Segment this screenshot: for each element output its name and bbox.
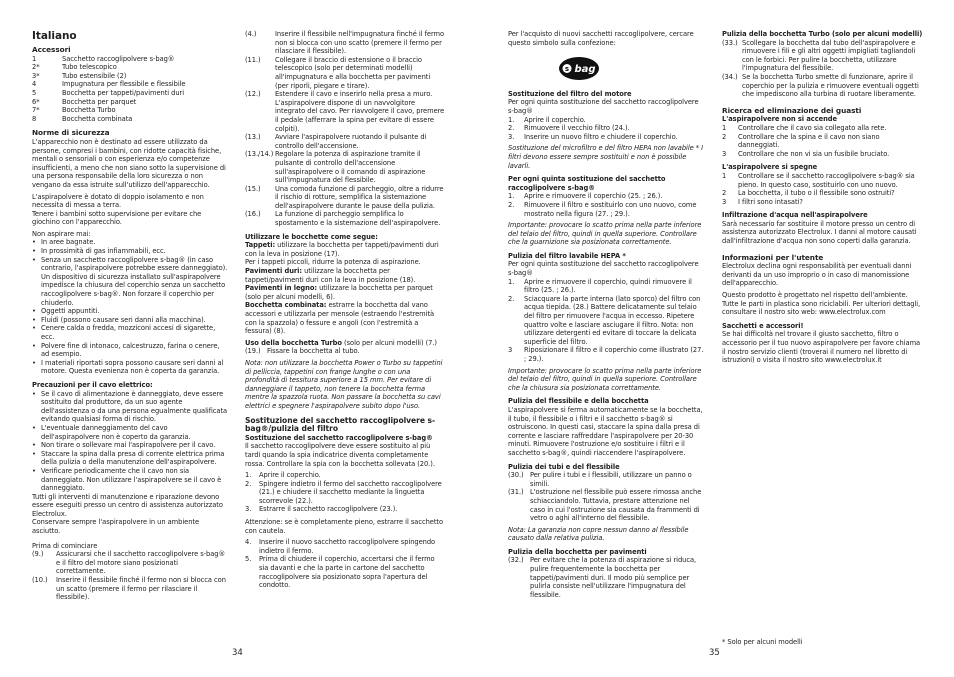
list-item	[32, 55, 228, 64]
list-text: Spingere indietro il fermo del sacchetto raccoglipolvere (21.) e chiudere il sacchetto mediante la linguetta scorrevole (22.).	[259, 479, 442, 505]
bullet-text: L'eventuale danneggiamento del cavo dell'aspirapolvere non è coperto da garanzia.	[41, 423, 191, 441]
list-number: 3	[722, 197, 727, 206]
bocchetta-label: Pavimenti duri:	[245, 267, 303, 276]
bocchetta-item	[245, 301, 445, 335]
list-item	[32, 89, 228, 98]
svg-text:s: s	[564, 65, 570, 74]
bullet-item	[32, 324, 228, 341]
bullet-icon: •	[32, 423, 36, 432]
interventi-text: Tutti gli interventi di manutenzione e riparazione devono essere eseguiti presso un centro di assistenza autorizzato Electrolux.	[32, 492, 223, 518]
ogni-quinta-steps	[508, 192, 706, 218]
bullet-text: I materiali riportati sopra possono causare seri danni al motore. Questa evenienza non è coperta da garanzia.	[41, 358, 224, 376]
list-number: (30.)	[508, 471, 524, 480]
list-text: Controllare che la spina e il cavo non siano danneggiati.	[738, 132, 880, 150]
page-title: Italiano	[32, 30, 77, 42]
bocchetta-item	[245, 284, 445, 301]
list-text: I filtri sono intasati?	[738, 197, 803, 206]
list-text: Tubo telescopico	[62, 63, 117, 72]
list-number: 3	[508, 346, 513, 355]
motore-heading: Sostituzione del filtro del motore	[508, 89, 632, 98]
bocchette-list	[245, 241, 445, 336]
list-number: (33.)	[722, 38, 738, 47]
list-text: Sacchetto raccoglipolvere s-bag®	[62, 54, 175, 63]
list-number: 5	[32, 88, 37, 97]
list-text: Prima di chiudere il coperchio, accertarsi che il fermo sia davanti e che la parte in cartone del sacchetto raccoglipolvere sia posizionato sopra l'apertura del condotto.	[259, 555, 435, 590]
list-item	[722, 133, 923, 150]
footnote: * Solo per alcuni modelli	[722, 638, 803, 646]
list-number: 4	[32, 80, 37, 89]
info-text: Electrolux declina ogni responsabilità per eventuali danni derivanti da un uso improprio o in caso di manomissione dell'apparecchio.	[722, 262, 912, 288]
bocchetta-text: utilizzare la bocchetta per parquet (solo per alcuni modelli, 6).	[245, 284, 433, 301]
importante-1: Importante: provocare lo scatto prima nella parte inferiore del telaio del filtro, quindi in quella superiore. Controllare che la guarnizione sia posizionata correttamente.	[508, 221, 702, 247]
bullet-item	[32, 441, 228, 450]
list-text: Fissare la bocchetta al tubo.	[267, 347, 360, 356]
bullet-icon: •	[32, 358, 36, 367]
list-text: Avviare l'aspirapolvere ruotando il pulsante di controllo dell'accensione.	[275, 133, 427, 150]
hepa-text: Per ogni quinta sostituzione del sacchetto raccoglipolvere s-bag®	[508, 260, 699, 278]
list-item	[245, 133, 445, 150]
accessori-list	[32, 55, 228, 124]
list-item	[508, 295, 706, 347]
right-column-1	[508, 30, 706, 599]
list-number: (13.)	[245, 133, 261, 142]
list-text: Aprire il coperchio.	[524, 115, 586, 124]
list-item	[245, 555, 445, 589]
list-number: 3.	[508, 132, 515, 141]
list-number: 6*	[32, 97, 40, 106]
list-text: Bocchetta per parquet	[62, 97, 137, 106]
pavimenti-steps	[508, 556, 706, 599]
list-text: Impugnatura per flessibile e flessibile	[62, 80, 186, 89]
non-aspirare-heading: Non aspirare mai:	[32, 229, 91, 238]
sostituzione-steps-2	[245, 538, 445, 590]
list-item	[508, 346, 706, 363]
bullet-icon: •	[32, 247, 36, 256]
bullet-text: Se il cavo di alimentazione è danneggiato, deve essere sostituito dal produttore, da un suo agente dell'assistenza o da una persona egualmente qualificata evitando qualsiasi forma di rischio.	[41, 389, 228, 424]
list-text: Bocchetta combinata	[62, 114, 133, 123]
setup-steps	[245, 30, 445, 228]
list-text: L'ostruzione nel flessibile può essere rimossa anche schiacciandolo. Tuttavia, prestare attenzione nel caso in cui l'ostruzione sia causata da frammenti di vetro o aghi all'interno del flessibile.	[530, 488, 702, 523]
bullet-item	[32, 316, 228, 325]
hepa-steps	[508, 278, 706, 364]
list-item	[245, 56, 445, 90]
attenzione-text: Attenzione: se è completamente pieno, estrarre il sacchetto con cautela.	[245, 518, 444, 535]
pavimenti-heading: Pulizia della bocchetta per pavimenti	[508, 547, 647, 556]
list-text: Controllare se il sacchetto raccoglipolvere s-bag® sia pieno. In questo caso, sostituirlo con uno nuovo.	[738, 171, 915, 189]
list-item	[508, 556, 706, 599]
list-text: Aprire e rimuovere il coperchio (25. ; 26.).	[524, 192, 663, 201]
tubi-steps	[508, 471, 706, 523]
list-item	[508, 192, 706, 201]
bullet-text: Cenere calda o fredda, mozziconi accesi di sigarette, ecc.	[41, 324, 216, 341]
sacchetti-text: Se hai difficoltà nel trovare il giusto sacchetto, filtro o accessorio per il tuo nuovo aspirapolvere per favore chiama il nostro servizio clienti (troverai il numero nel libretto di istruzioni) o visita il nostro sito www.electrolux.it	[722, 330, 921, 365]
list-item	[508, 116, 706, 125]
list-text: Sciacquare la parte interna (lato sporco) del filtro con acqua tiepida. (28.) Battere delicatamente sul telaio del filtro per rimuovere l'acqua in eccesso. Ripetere quattro volte e lasciare asciugare il filtro. Nota: non utilizzare detergenti ed evitare di toccare la delicata superficie del filtro.	[524, 294, 701, 346]
list-number: 1.	[508, 115, 515, 124]
list-text: Bocchetta Turbo	[62, 106, 116, 115]
list-text: Regolare la potenza di aspirazione tramite il pulsante di controllo dell'accensione sull'aspirapolvere o il comando di aspirazione sull'impugnatura del flessibile.	[275, 150, 426, 185]
bullet-item	[32, 307, 228, 316]
bullet-icon: •	[32, 389, 36, 398]
bocchetta-text: utilizzare la bocchetta per tappeti/pavimenti duri con la leva in posizione (18).	[245, 267, 416, 284]
list-item	[32, 550, 228, 576]
list-text: Inserire il flessibile finché il fermo non si blocca con un scatto (premere il fermo per rilasciare il flessibile).	[56, 576, 226, 602]
bullet-item	[32, 450, 228, 467]
list-item	[32, 106, 228, 115]
list-item	[722, 73, 923, 99]
list-number: 3	[722, 149, 727, 158]
list-text: Rimuovere il filtro e sostituirlo con uno nuovo, come mostrato nella figura (27. ; 29.).	[524, 200, 697, 218]
bullet-icon: •	[32, 324, 36, 333]
list-item	[245, 347, 445, 356]
page-right	[477, 0, 954, 677]
bocchette-heading: Utilizzare le bocchette come segue:	[245, 232, 378, 241]
list-text: Controllare che il cavo sia collegato alla rete.	[738, 123, 887, 132]
infiltrazione-heading: Infiltrazione d'acqua nell'aspirapolvere	[722, 211, 868, 220]
bullet-text: Verificare periodicamente che il cavo non sia danneggiato. Non utilizzare l'aspirapolvere se il cavo è danneggiato.	[41, 466, 222, 493]
list-number: (12.)	[245, 90, 261, 99]
bocchetta-text: estrarre la bocchetta dal vano accessori e utilizzarla per mensole (estraendo l'estremità con la spazzola) o fessure e angoli (con l'estremità a fessura) (8).	[245, 301, 435, 336]
list-text: Estendere il cavo e inserirlo nella presa a muro. L'aspirapolvere dispone di un navvolgitore integrato del cavo. Per riavvolgere il cavo, premere il pedale (afferrare la spina per evitare di essere colpiti).	[275, 90, 445, 133]
list-text: La funzione di parcheggio semplifica lo spostamento e la sistemazione dell'aspirapolvere.	[275, 210, 441, 228]
bullet-item	[32, 238, 228, 247]
list-item	[245, 505, 445, 514]
list-number: (16.)	[245, 210, 261, 219]
list-text: Tubo estensibile (2)	[62, 71, 127, 80]
s-bag-logo-text: bag	[574, 64, 596, 76]
acquisto-text: Per l'acquisto di nuovi sacchetti raccoglipolvere, cercare questo simbolo sulla confezione:	[508, 30, 694, 47]
list-number: 4.	[245, 538, 252, 547]
precauzioni-list	[32, 390, 228, 493]
list-text: Aprire il coperchio.	[259, 471, 321, 480]
sostituzione-subheading: Sostituzione del sacchetto raccoglipolvere s-bag®	[245, 433, 433, 442]
bullet-icon: •	[32, 315, 36, 324]
bullet-item	[32, 424, 228, 441]
page-number-right: 35	[709, 648, 720, 658]
accessori-heading: Accessori	[32, 45, 71, 54]
sacchetti-heading: Sacchetti e accessori!	[722, 321, 804, 330]
infiltrazione-text: Sarà necessario far sostituire il motore presso un centro di assistenza autorizzato Electrolux. I danni al motore causati dall'infiltrazione d'acqua non sono coperti dalla garanzia.	[722, 219, 917, 246]
info-text-2: Questo prodotto è progettato nel rispetto dell'ambiente. Tutte le parti in plastica sono riciclabili. Per ulteriori dettagli, consultare il nostro sito web: www.electrolux.com	[722, 291, 921, 317]
list-item	[508, 133, 706, 142]
list-item	[245, 538, 445, 555]
list-text: Per pulire i tubi e i flessibili, utilizzare un panno o simili.	[530, 471, 692, 488]
list-text: Inserire un nuovo filtro e chiudere il coperchio.	[524, 132, 678, 141]
bullet-text: Staccare la spina dalla presa di corrente elettrica prima della pulizia o della manutenzione dell'aspirapolvere.	[41, 449, 225, 467]
guasti-list-1	[722, 124, 923, 158]
list-number: (10.)	[32, 576, 48, 585]
bullet-icon: •	[32, 466, 36, 475]
list-item	[508, 124, 706, 133]
list-item	[245, 90, 445, 133]
guasti-list-2	[722, 172, 923, 206]
bullet-text: Non tirare o sollevare mai l'aspirapolvere per il cavo.	[41, 441, 216, 450]
list-number: (11.)	[245, 55, 261, 64]
list-number: 2.	[508, 124, 515, 133]
list-text: Una comoda funzione di parcheggio, oltre a ridurre il rischio di rotture, semplifica la sistemazione dell'aspirapolvere durante le pause della pulizia.	[275, 184, 444, 210]
bocchetta-label: Tappeti:	[245, 241, 276, 250]
list-item	[508, 488, 706, 522]
sicurezza-heading: Norme di sicurezza	[32, 128, 110, 138]
bullet-icon: •	[32, 238, 36, 247]
bullet-icon: •	[32, 449, 36, 458]
list-item	[508, 278, 706, 295]
ogni-quinta-heading: Per ogni quinta sostituzione del sacchetto raccoglipolvere s-bag®	[508, 175, 666, 192]
list-text: Se la bocchetta Turbo smette di funzionare, aprire il coperchio per la pulizia e rimuovere eventuali oggetti che impediscono alla turbina di ruotare liberamente.	[742, 72, 919, 99]
sicurezza-text-2: L'aspirapolvere è dotato di doppio isolamento e non necessita di messa a terra.	[32, 192, 204, 210]
list-item	[508, 201, 706, 218]
sostituzione-steps	[245, 471, 445, 514]
list-item	[722, 189, 923, 198]
bullet-item	[32, 359, 228, 376]
turbo-use-heading: Uso della bocchetta Turbo (solo per alcuni modelli) (7.)	[245, 338, 437, 347]
info-heading: Informazioni per l'utente	[722, 252, 824, 262]
list-number: 1.	[508, 192, 515, 201]
guasti-sub-2: L'aspirapolvere si spegne	[722, 163, 818, 172]
tubi-heading: Pulizia dei tubi e del flessibile	[508, 462, 620, 471]
bullet-text: Senza un sacchetto raccoglipolvere s-bag® (in caso contrario, l'aspirapolvere potrebbe essere danneggiato). Un dispositivo di sicurezza installato sull'aspirapolvere impedisce la chiusura del coperchio senza un sacchetto raccoglipolvere s-bag®. Non forzare il coperchio per chiuderlo.	[41, 255, 228, 307]
motore-note: Sostituzione del microfiltro e del filtro HEPA non lavabile * I filtri devono essere sempre sostituiti e non è possibile lavarli.	[508, 144, 704, 170]
list-number: 3.	[245, 505, 252, 514]
bullet-item	[32, 247, 228, 256]
list-item	[245, 210, 445, 227]
tubi-note: Nota: La garanzia non copre nessun danno al flessibile causato dalla relativa pulizia.	[508, 525, 689, 543]
list-item	[722, 150, 923, 159]
turbo-step	[245, 347, 445, 356]
bullet-item	[32, 467, 228, 493]
list-number: 2.	[245, 479, 252, 488]
list-item	[32, 98, 228, 107]
bocchetta-text: Per i tappeti piccoli, ridurre la potenza di aspirazione.	[245, 258, 421, 267]
bocchetta-item	[245, 267, 445, 284]
list-number: (13./14.)	[245, 150, 274, 159]
list-number: (32.)	[508, 556, 524, 565]
list-number: (34.)	[722, 72, 738, 81]
right-column-2	[722, 30, 923, 646]
list-text: Per evitare che la potenza di aspirazione si riduca, pulire frequentemente la bocchetta per tappeti/pavimenti duri. Il modo più semplice per pulirla consiste nell'utilizzare l'impugnatura del flessibile.	[530, 556, 697, 599]
list-text: Collegare il braccio di estensione o il braccio telescopico (solo per determinati modelli) all'impugnatura e alla bocchetta per pavimenti (per riporli, piegare e tirare).	[275, 55, 431, 90]
precauzioni-heading: Precauzioni per il cavo elettrico:	[32, 380, 153, 389]
list-number: (19.)	[245, 347, 261, 356]
list-number: 5.	[245, 555, 252, 564]
list-number: 3*	[32, 71, 40, 80]
hepa-heading: Pulizia del filtro lavabile HEPA *	[508, 251, 626, 260]
list-text: Inserire il flessibile nell'impugnatura finché il fermo non si blocca con uno scatto (premere il fermo per rilasciare il flessibile).	[275, 30, 445, 56]
list-item	[245, 471, 445, 480]
list-number: 1.	[245, 471, 252, 480]
list-number: (31.)	[508, 488, 524, 497]
bullet-text: In aree bagnate.	[41, 238, 96, 247]
list-text: Inserire il nuovo sacchetto raccoglipolvere spingendo indietro il fermo.	[259, 538, 436, 555]
sostituzione-text: Il sacchetto raccoglipolvere deve essere sostituito al più tardi quando la spia indicatrice diventa completamente rossa. Controllare la spia con la bocchetta sollevata (20.).	[245, 442, 435, 468]
list-number: 2.	[508, 294, 515, 303]
list-number: 2	[722, 189, 727, 198]
bullet-icon: •	[32, 255, 36, 264]
sostituzione-heading: Sostituzione del sacchetto raccoglipolvere s-bag®/pulizia del filtro	[245, 415, 436, 434]
list-number: (9.)	[32, 550, 44, 559]
list-text: Riposizionare il filtro e il coperchio come illustrato (27. ; 29.).	[524, 346, 704, 363]
list-number: 7*	[32, 106, 40, 115]
left-column-1	[32, 30, 228, 602]
prima-heading: Prima di cominciare	[32, 541, 98, 550]
list-item	[508, 471, 706, 488]
list-number: 2.	[508, 200, 515, 209]
list-item	[722, 172, 923, 189]
list-item	[722, 39, 923, 73]
bullet-item	[32, 256, 228, 308]
bocchetta-label: Bocchetta combinata:	[245, 301, 327, 310]
list-number: 2*	[32, 63, 40, 72]
conservare-text: Conservare sempre l'aspirapolvere in un ambiente asciutto.	[32, 518, 200, 536]
list-item	[32, 72, 228, 81]
bullet-text: Oggetti appuntiti.	[41, 307, 100, 316]
turbo-heading: Pulizia della bocchetta Turbo (solo per alcuni modelli)	[722, 30, 923, 38]
list-number: 1	[32, 54, 37, 63]
bocchetta-item	[245, 258, 445, 267]
list-item	[32, 115, 228, 124]
list-item	[32, 80, 228, 89]
list-text: Estrarre il sacchetto raccoglipolvere (23.).	[259, 505, 398, 514]
bullet-icon: •	[32, 307, 36, 316]
list-number: 1	[722, 171, 727, 180]
bullet-text: Fluidi (possono causare seri danni alla macchina).	[41, 315, 206, 324]
left-column-2	[245, 30, 445, 590]
list-number: 1.	[508, 277, 515, 286]
list-item	[32, 576, 228, 602]
list-text: Rimuovere il vecchio filtro (24.).	[524, 124, 630, 133]
guasti-heading: Ricerca ed eliminazione dei guasti	[722, 105, 862, 115]
bullet-icon: •	[32, 441, 36, 450]
bullet-icon: •	[32, 341, 36, 350]
list-text: Controllare che non vi sia un fusibile bruciato.	[738, 149, 890, 158]
turbo-note: Nota: non utilizzare la bocchetta Power o Turbo su tappetini di pelliccia, tappetini con frange lunghe o con una profondità di tessitura superiore a 15 mm. Per evitare di danneggiare il tappeto, non tenere la bocchetta ferma mentre la spazzola ruota. Non passare la bocchetta su cavi elettrici e spegnere l'aspirapolvere subito dopo l'uso.	[245, 358, 443, 410]
bocchetta-label: Pavimenti in legno:	[245, 284, 318, 293]
list-text: Assicurarsi che il sacchetto raccoglipolvere s-bag® e il filtro del motore siano posizionati correttamente.	[56, 550, 226, 576]
bullet-text: Polvere fine di intonaco, calcestruzzo, farina o cenere, ad esempio.	[41, 341, 220, 359]
motore-steps	[508, 116, 706, 142]
list-text: Bocchetta per tappeti/pavimenti duri	[62, 88, 185, 97]
turbo-steps	[722, 39, 923, 99]
bocchetta-text: utilizzare la bocchetta per tappeti/pavimenti duri con la leva in posizione (17).	[245, 241, 439, 258]
motore-text: Per ogni quinta sostituzione del sacchetto raccoglipolvere s-bag®	[508, 98, 699, 115]
list-text: La bocchetta, il tubo o il flessibile sono ostruiti?	[738, 189, 895, 198]
guasti-sub-1: L'aspirapolvere non si accende	[722, 115, 838, 124]
bullet-item	[32, 342, 228, 359]
bullet-item	[32, 390, 228, 424]
list-number: 1	[722, 123, 727, 132]
list-number: (4.)	[245, 30, 257, 38]
turbo-use-rest: (solo per alcuni modelli) (7.)	[344, 338, 437, 347]
list-item	[32, 63, 228, 72]
list-item	[245, 480, 445, 506]
s-bag-logo	[558, 56, 600, 81]
list-number: 8	[32, 114, 37, 123]
list-item	[245, 185, 445, 211]
bocchetta-item	[245, 241, 445, 258]
page-number-left: 34	[232, 648, 243, 658]
non-aspirare-list	[32, 238, 228, 376]
list-item	[245, 30, 445, 56]
flessibile-text: L'aspirapolvere si ferma automaticamente se la bocchetta, il tubo, il flessibile o i filtri e il sacchetto s-bag® si ostruiscono. In questi casi, staccare la spina dalla presa di corrente e lasciare raffreddare l'aspirapolvere per 20-30 minuti. Rimuovere l'ostruzione e/o sostituire i filtri e il sacchetto s-bag®, quindi riaccendere l'aspirapolvere.	[508, 405, 703, 457]
sicurezza-text-3: Tenere i bambini sotto supervisione per evitare che giochino con l'apparecchio.	[32, 209, 202, 227]
bullet-text: In prossimità di gas infiammabili, ecc.	[41, 247, 166, 256]
list-item	[245, 150, 445, 184]
list-text: Aprire e rimuovere il coperchio, quindi rimuovere il filtro (25. ; 26.).	[524, 277, 692, 295]
importante-2: Importante: provocare lo scatto prima nella parte inferiore del telaio del filtro, quindi in quella superiore. Controllare che la chiusura sia posizionata correttamente.	[508, 366, 702, 392]
list-item	[722, 124, 923, 133]
prima-list	[32, 550, 228, 602]
list-text: Scollegare la bocchetta dal tubo dell'aspirapolvere e rimuovere i fili e gli altri oggetti impigliati tagliandoli con le forbici. Per pulire la bocchetta, utilizzare l'impugnatura del flessibile.	[742, 38, 916, 73]
sicurezza-text: L'apparecchio non è destinato ad essere utilizzato da persone, compresi i bambini, con ridotte capacità fisiche, mentali o sensoriali o con esperienza e/o competenze insufficienti, a meno che non siano sotto la supervisione di una persona responsabile della loro sicurezza o non vengano da essa istruite sull'utilizzo dell'apparecchio.	[32, 137, 226, 189]
list-item	[722, 198, 923, 207]
list-number: (15.)	[245, 184, 261, 193]
list-number: 2	[722, 132, 727, 141]
flessibile-heading: Pulizia del flessibile e della bocchetta	[508, 397, 649, 406]
